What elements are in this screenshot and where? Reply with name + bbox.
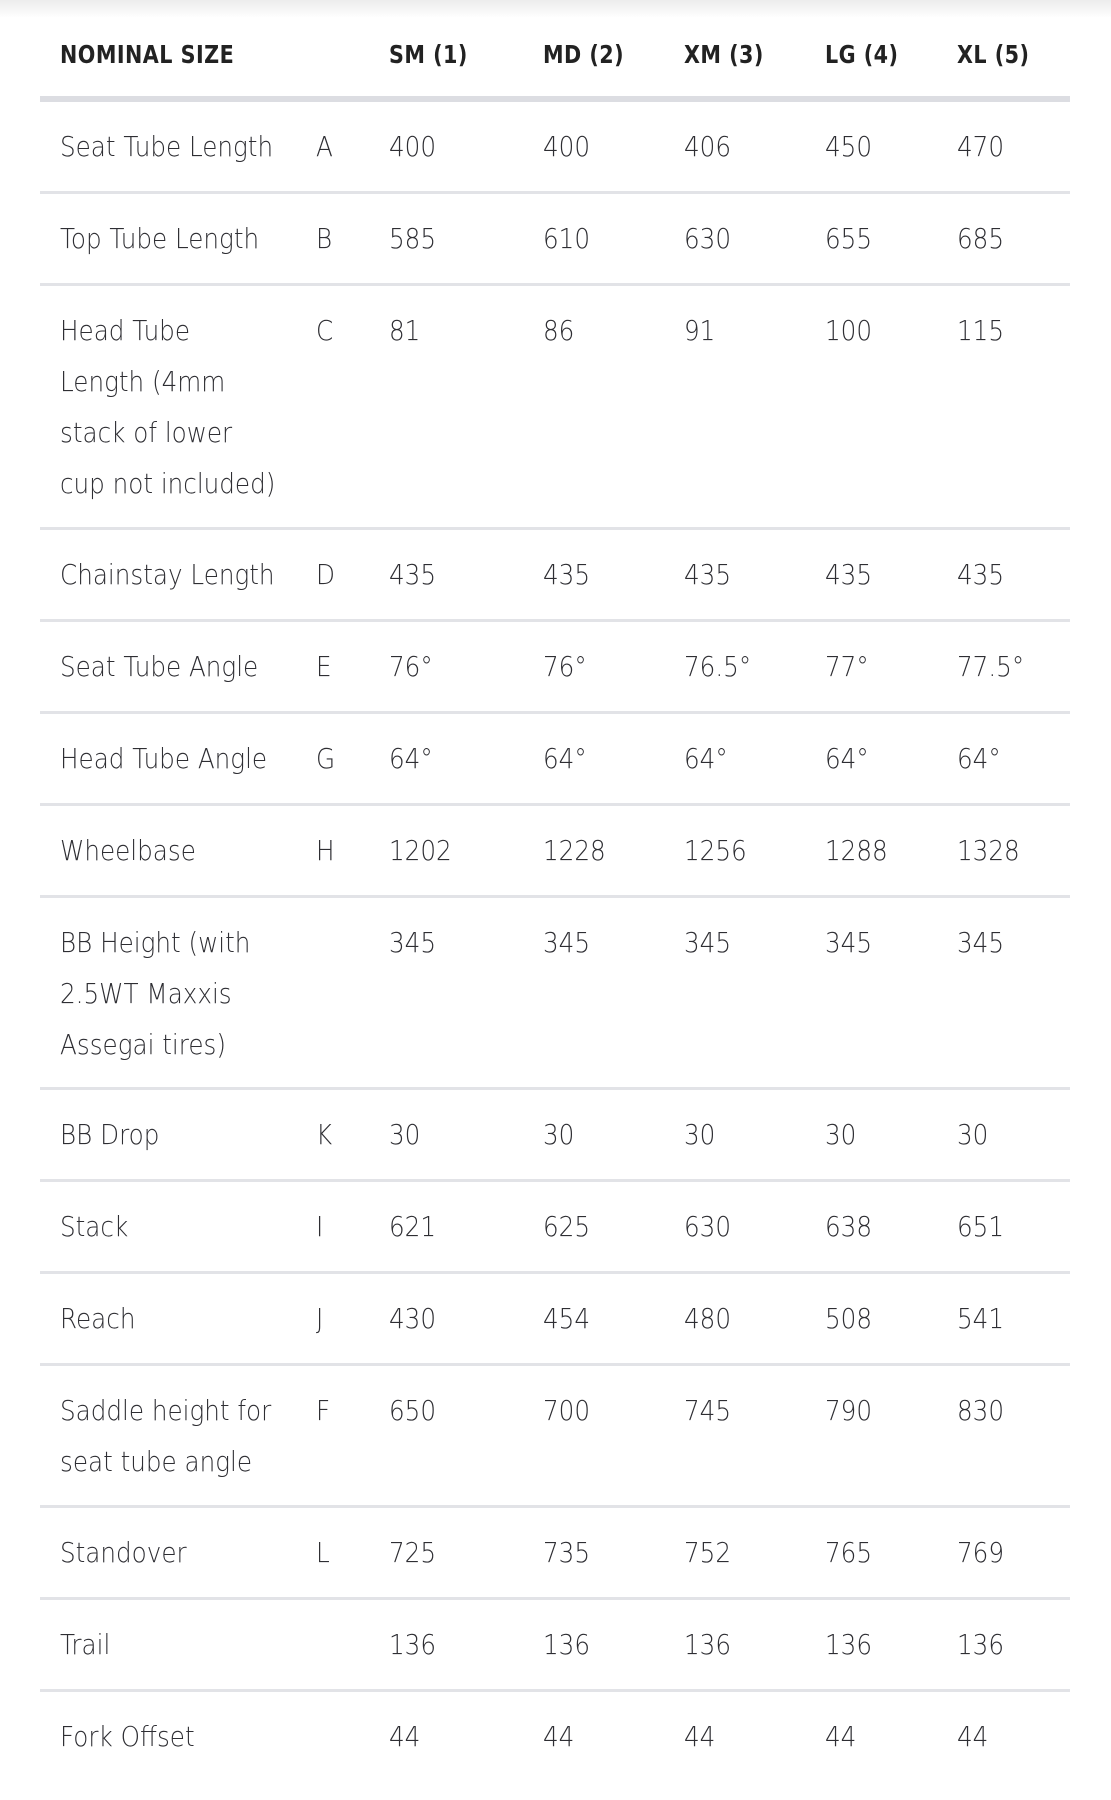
value-xl: 470 — [957, 130, 1005, 163]
value-md: 625 — [543, 1210, 591, 1243]
header-size-lg: LG (4) — [825, 40, 899, 69]
table-row — [40, 1090, 1070, 1182]
value-sm: 725 — [389, 1536, 437, 1569]
value-lg: 765 — [825, 1536, 873, 1569]
value-lg: 450 — [825, 130, 873, 163]
value-xl: 64° — [957, 742, 1001, 775]
value-lg: 44 — [825, 1720, 857, 1753]
row-dimension-code: K — [316, 1118, 333, 1151]
row-label: Seat Tube Angle — [60, 650, 259, 683]
row-dimension-code: L — [316, 1536, 330, 1569]
value-lg: 790 — [825, 1394, 873, 1427]
value-xl: 136 — [957, 1628, 1005, 1661]
value-xm: 76.5° — [684, 650, 752, 683]
value-xm: 630 — [684, 1210, 732, 1243]
value-sm: 585 — [389, 222, 437, 255]
value-sm: 30 — [389, 1118, 421, 1151]
value-xl: 115 — [957, 314, 1005, 347]
row-dimension-code: H — [316, 834, 335, 867]
row-label: Head Tube Angle — [60, 742, 268, 775]
row-label: Trail — [60, 1628, 111, 1661]
row-label: Fork Offset — [60, 1720, 195, 1753]
row-dimension-code: J — [316, 1302, 324, 1335]
value-md: 1228 — [543, 834, 606, 867]
table-header — [40, 40, 1070, 74]
value-md: 454 — [543, 1302, 591, 1335]
value-xl: 651 — [957, 1210, 1005, 1243]
table-row — [40, 1366, 1070, 1508]
row-label: Chainstay Length — [60, 558, 275, 591]
row-label: Stack — [60, 1210, 129, 1243]
header-size-xl: XL (5) — [957, 40, 1030, 69]
table-row — [40, 806, 1070, 898]
value-lg: 100 — [825, 314, 873, 347]
table-row — [40, 286, 1070, 530]
value-xl: 30 — [957, 1118, 989, 1151]
value-lg: 64° — [825, 742, 869, 775]
value-xm: 30 — [684, 1118, 716, 1151]
value-sm: 345 — [389, 926, 437, 959]
table-row — [40, 622, 1070, 714]
value-md: 610 — [543, 222, 591, 255]
value-sm: 650 — [389, 1394, 437, 1427]
value-xm: 64° — [684, 742, 728, 775]
value-xm: 480 — [684, 1302, 732, 1335]
value-xm: 345 — [684, 926, 732, 959]
row-dimension-code: F — [316, 1394, 331, 1427]
row-dimension-code: A — [316, 130, 333, 163]
row-dimension-code: C — [316, 314, 334, 347]
row-label: Reach — [60, 1302, 136, 1335]
value-md: 136 — [543, 1628, 591, 1661]
value-xm: 630 — [684, 222, 732, 255]
value-sm: 64° — [389, 742, 433, 775]
row-label: Seat Tube Length — [60, 130, 274, 163]
value-md: 64° — [543, 742, 587, 775]
value-xm: 406 — [684, 130, 732, 163]
header-size-xm: XM (3) — [684, 40, 764, 69]
value-md: 400 — [543, 130, 591, 163]
value-sm: 81 — [389, 314, 421, 347]
row-dimension-code: E — [316, 650, 332, 683]
value-xm: 745 — [684, 1394, 732, 1427]
value-sm: 621 — [389, 1210, 437, 1243]
value-md: 76° — [543, 650, 587, 683]
top-shadow — [0, 0, 1111, 18]
value-md: 345 — [543, 926, 591, 959]
value-sm: 136 — [389, 1628, 437, 1661]
table-row — [40, 1182, 1070, 1274]
value-lg: 638 — [825, 1210, 873, 1243]
value-md: 30 — [543, 1118, 575, 1151]
value-xm: 136 — [684, 1628, 732, 1661]
row-label: BB Height (with 2.5WT Maxxis Assegai tires) — [60, 926, 251, 1061]
table-row — [40, 898, 1070, 1090]
header-size-md: MD (2) — [543, 40, 625, 69]
value-xl: 830 — [957, 1394, 1005, 1427]
row-label: BB Drop — [60, 1118, 160, 1151]
value-xl: 44 — [957, 1720, 989, 1753]
value-sm: 400 — [389, 130, 437, 163]
table-row — [40, 714, 1070, 806]
value-sm: 435 — [389, 558, 437, 591]
value-sm: 1202 — [389, 834, 452, 867]
row-label: Wheelbase — [60, 834, 196, 867]
value-xl: 435 — [957, 558, 1005, 591]
value-xm: 752 — [684, 1536, 732, 1569]
row-label: Head Tube Length (4mm stack of lower cup not included) — [60, 314, 276, 500]
value-lg: 345 — [825, 926, 873, 959]
value-xl: 345 — [957, 926, 1005, 959]
value-lg: 1288 — [825, 834, 888, 867]
row-dimension-code: G — [316, 742, 336, 775]
value-xl: 541 — [957, 1302, 1005, 1335]
value-xl: 77.5° — [957, 650, 1025, 683]
table-row — [40, 1600, 1070, 1692]
row-label: Saddle height for seat tube angle — [60, 1394, 272, 1478]
row-dimension-code: D — [316, 558, 335, 591]
value-lg: 30 — [825, 1118, 857, 1151]
table-row — [40, 1692, 1070, 1784]
value-lg: 136 — [825, 1628, 873, 1661]
table-row — [40, 1508, 1070, 1600]
value-md: 44 — [543, 1720, 575, 1753]
table-row — [40, 194, 1070, 286]
value-lg: 435 — [825, 558, 873, 591]
row-dimension-code: B — [316, 222, 333, 255]
header-nominal-size: NOMINAL SIZE — [60, 40, 235, 69]
table-row — [40, 102, 1070, 194]
value-xm: 44 — [684, 1720, 716, 1753]
value-sm: 76° — [389, 650, 433, 683]
value-xm: 435 — [684, 558, 732, 591]
value-sm: 430 — [389, 1302, 437, 1335]
header-size-sm: SM (1) — [389, 40, 468, 69]
value-xm: 91 — [684, 314, 716, 347]
value-md: 435 — [543, 558, 591, 591]
value-xl: 1328 — [957, 834, 1020, 867]
value-lg: 655 — [825, 222, 873, 255]
value-xl: 769 — [957, 1536, 1005, 1569]
value-md: 86 — [543, 314, 575, 347]
row-label: Standover — [60, 1536, 187, 1569]
table-row — [40, 1274, 1070, 1366]
value-sm: 44 — [389, 1720, 421, 1753]
value-xm: 1256 — [684, 834, 747, 867]
value-md: 700 — [543, 1394, 591, 1427]
value-lg: 508 — [825, 1302, 873, 1335]
row-label: Top Tube Length — [60, 222, 260, 255]
value-xl: 685 — [957, 222, 1005, 255]
table-row — [40, 530, 1070, 622]
row-dimension-code: I — [316, 1210, 324, 1243]
value-lg: 77° — [825, 650, 869, 683]
value-md: 735 — [543, 1536, 591, 1569]
